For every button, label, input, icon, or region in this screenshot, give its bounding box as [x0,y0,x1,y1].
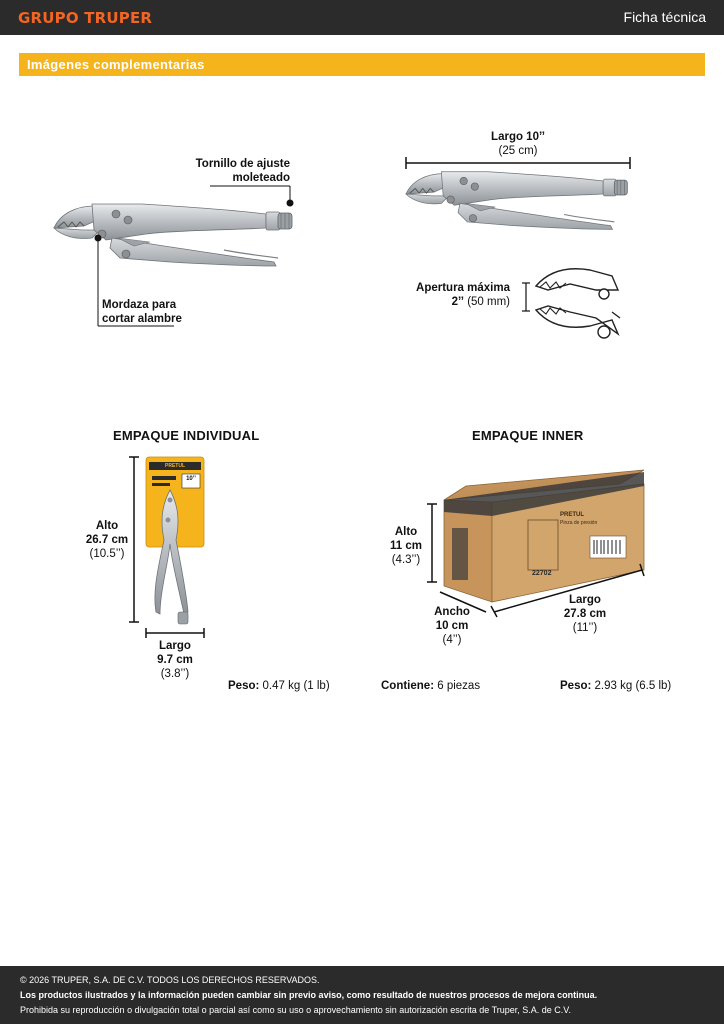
box-brand: PRETUL [560,512,584,518]
inner-pack-heading: EMPAQUE INNER [472,428,584,443]
jaw-opening-image [536,269,620,338]
section-title: Imágenes complementarias [27,57,205,72]
individual-length-label: Largo 9.7 cm (3.8’’) [157,640,193,680]
callout-jaw: Mordaza para cortar alambre [102,299,182,325]
inner-contains: Contiene: 6 piezas [381,680,481,692]
callout-opening: Apertura máxima 2’’ (50 mm) [416,282,510,308]
callout-length: Largo 10’’ (25 cm) [491,131,545,157]
footer-copyright: © 2026 TRUPER, S.A. DE C.V. TODOS LOS DERECHOS RESERVADOS. [20,975,320,985]
individual-height-label: Alto 26.7 cm (10.5’’) [85,520,129,560]
blister-size: 10’’ [186,476,196,482]
callout-adjust-screw: Tornillo de ajuste moleteado [195,158,290,184]
callout-dot-screw [287,200,294,207]
inner-length-label: Largo 27.8 cm (11’’) [563,594,607,634]
blister-pack-image [146,457,204,624]
plier-image-right [406,172,627,230]
inner-width-label: Ancho 10 cm (4’’) [434,606,470,646]
plier-image-left [54,204,292,266]
individual-pack-heading: EMPAQUE INDIVIDUAL [113,428,260,443]
box-product: Pinza de presión [560,520,598,526]
inner-weight: Peso: 2.93 kg (6.5 lb) [560,680,672,692]
box-code: 22702 [532,570,552,577]
individual-weight: Peso: 0.47 kg (1 lb) [228,680,330,692]
inner-box-image [444,470,644,602]
blister-brand: PRETUL [165,463,185,469]
footer-prohibited: Prohibida su reproducción o divulgación total o parcial así como su uso o aprovechamiento sin autorización escrita de Truper, S.A. de C.V. [20,1005,571,1015]
document-type: Ficha técnica [623,9,706,25]
footer [0,966,724,1024]
inner-height-label: Alto 11 cm (4.3’’) [390,526,422,566]
footer-notice: Los productos ilustrados y la información pueden cambiar sin previo aviso, como resultado de nuestros procesos de mejora continua. [20,990,598,1000]
brand-logo: GRUPO TRUPER [18,9,153,27]
